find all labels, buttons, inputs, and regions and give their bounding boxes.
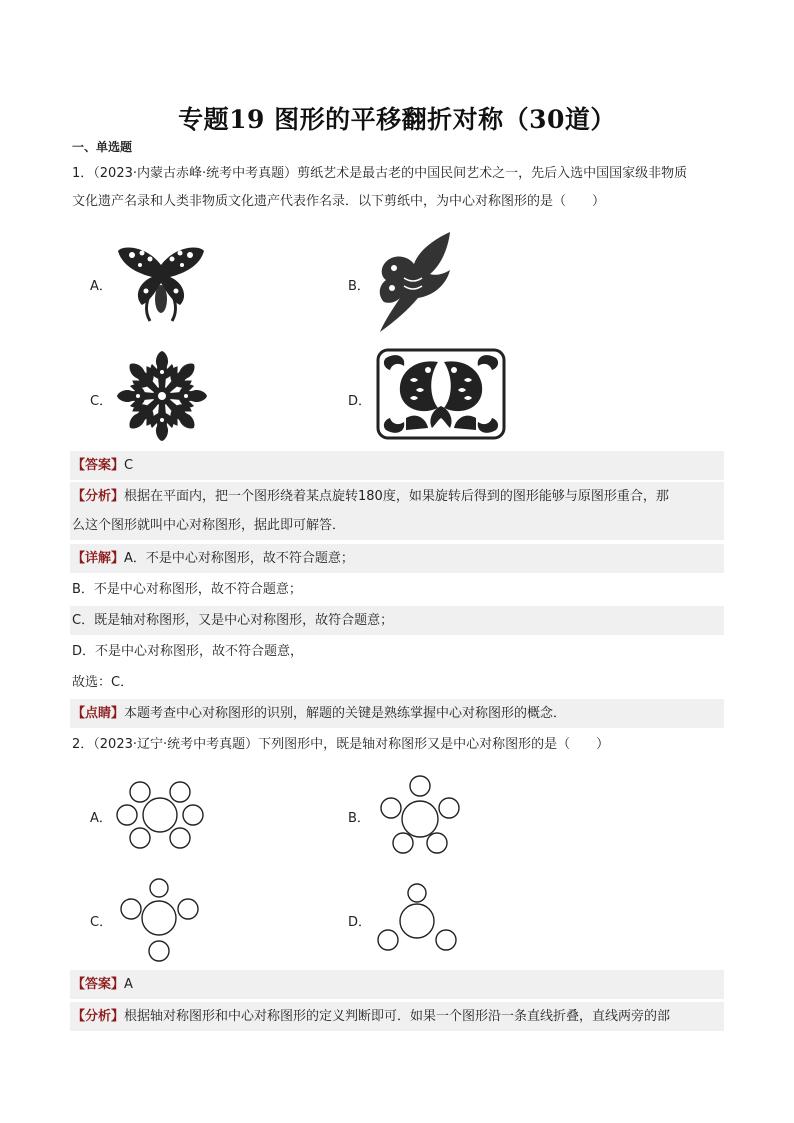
swallow-papercut-image [374, 230, 454, 334]
q1-analysis-row [72, 482, 722, 511]
q1-analysis-line-1: 根据在平面内，把一个图形绕着某点旋转180度，如果旋转后得到的图形能够与原图形重合，那 [124, 489, 669, 504]
q1-answer-row [72, 451, 722, 480]
five-circles-figure-b [375, 775, 465, 857]
q1-option-b-label: B． [348, 279, 370, 294]
q2-analysis-line-1: 根据轴对称图形和中心对称图形的定义判断即可．如果一个图形沿一条直线折叠，直线两旁的部 [124, 1009, 671, 1024]
q1-detail-d: D．不是中心对称图形，故不符合题意， [72, 644, 304, 659]
analysis-tag: 【分析】 [72, 1009, 125, 1024]
q1-detail-a: A．不是中心对称图形，故不符合题意； [124, 551, 354, 566]
q2-option-a-label: A． [90, 811, 112, 826]
q1-option-c-label: C． [90, 394, 113, 409]
detail-tag: 【详解】 [72, 551, 125, 566]
page-title: 专题19 图形的平移翻折对称（30道） [178, 105, 616, 134]
q1-detail-row [72, 544, 722, 573]
answer-tag: 【答案】 [72, 977, 125, 992]
answer-tag: 【答案】 [72, 458, 125, 473]
q2-option-c-label: C． [90, 915, 113, 930]
q1-answer: C [124, 458, 134, 473]
question-2-line-1: 2．（2023·辽宁·统考中考真题）下列图形中，既是轴对称图形又是中心对称图形的是（ ） [72, 737, 610, 752]
butterfly-papercut-image [116, 243, 206, 325]
q2-answer-row [72, 970, 722, 999]
q2-option-b-label: B． [348, 811, 370, 826]
q1-option-a-label: A． [90, 279, 112, 294]
question-1-line-1: 1．（2023·内蒙古赤峰·统考中考真题）剪纸艺术是最古老的中国民间艺术之一，先后入选中国国家级非物质 [72, 166, 688, 181]
q1-conclusion: 故选：C． [72, 675, 134, 690]
comment-tag: 【点睛】 [72, 706, 125, 721]
q1-comment-row [72, 699, 722, 728]
q1-comment: 本题考查中心对称图形的识别，解题的关键是熟练掌握中心对称图形的概念． [124, 706, 567, 721]
q2-option-d-label: D． [348, 915, 372, 930]
four-circles-figure-c [118, 878, 200, 962]
q1-detail-c: C．既是轴对称图形，又是中心对称图形，故符合题意； [72, 613, 394, 628]
section-heading: 一、单选题 [72, 140, 133, 154]
snowflake-papercut-image [116, 350, 208, 442]
fish-papercut-image [376, 348, 506, 440]
question-1-text [72, 160, 724, 216]
q1-analysis-line-2: 么这个图形就叫中心对称图形，据此即可解答． [72, 518, 346, 533]
question-1-line-2: 文化遗产名录和人类非物质文化遗产代表作名录．以下剪纸中，为中心对称图形的是（ ） [72, 194, 606, 209]
q2-analysis-row [72, 1002, 722, 1031]
six-circles-figure-a [115, 775, 205, 855]
analysis-tag: 【分析】 [72, 489, 125, 504]
q1-detail-b: B．不是中心对称图形，故不符合题意； [72, 582, 302, 597]
q2-answer: A [124, 977, 133, 992]
three-circles-figure-d [375, 883, 459, 953]
q1-option-d-label: D． [348, 394, 372, 409]
